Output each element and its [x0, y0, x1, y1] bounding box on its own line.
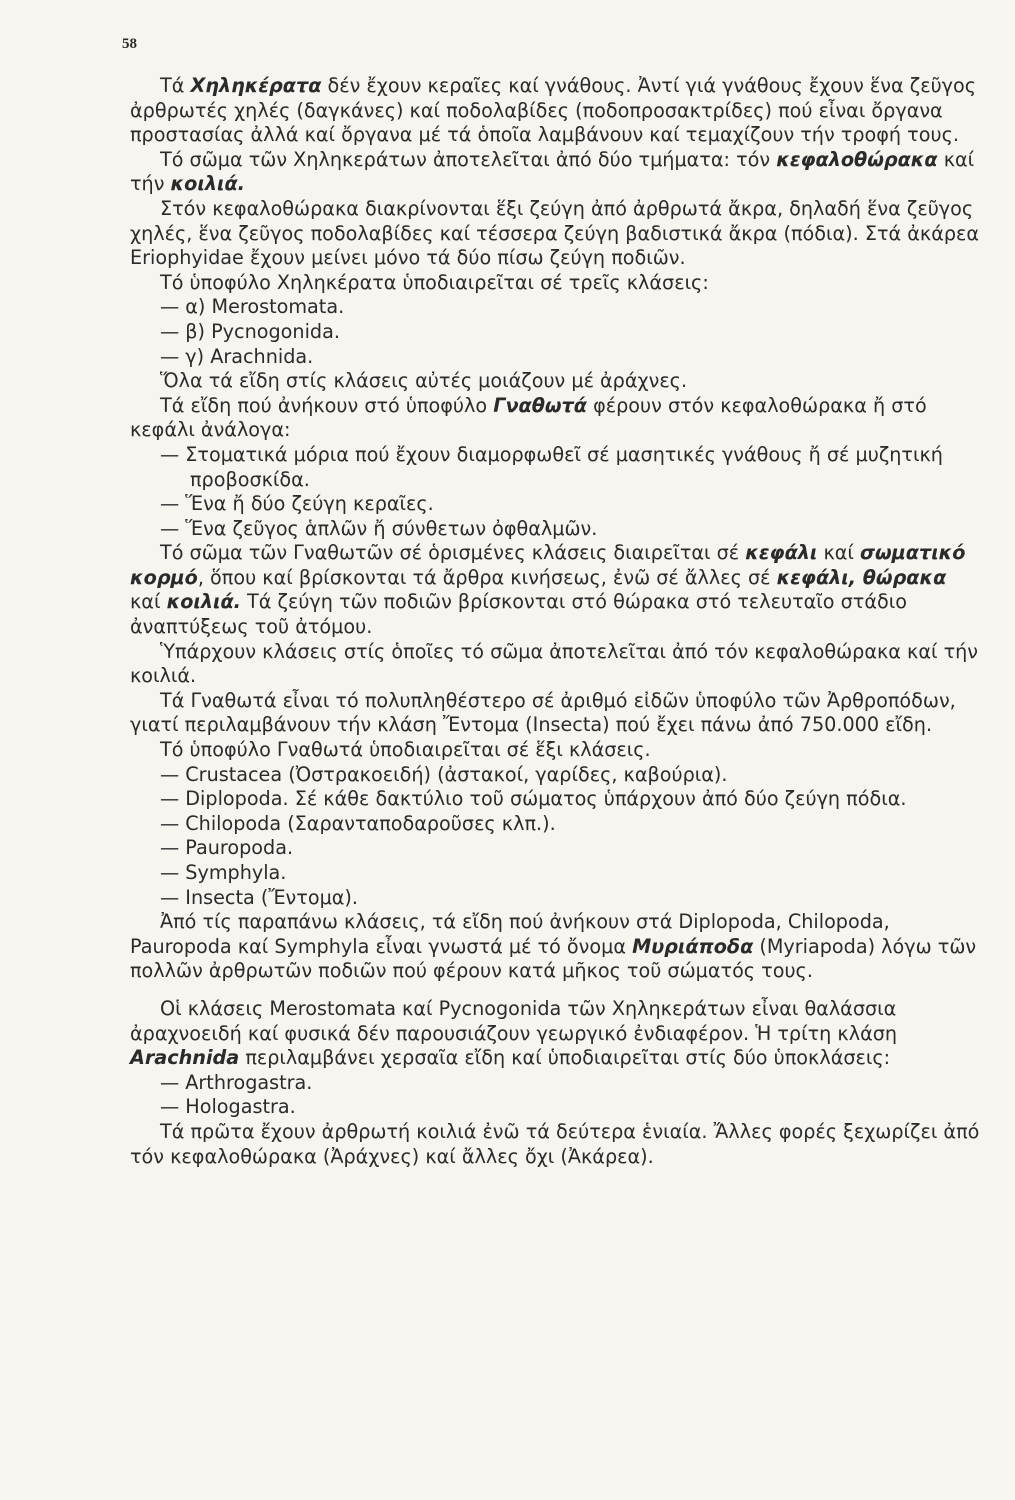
text-run: καί τήν — [130, 147, 975, 196]
text-run: — Insecta (Ἔντομα). — [160, 885, 359, 909]
text-run: , ὅπου καί βρίσκονται τά ἄρθρα κινήσεως, ἐνῶ σέ ἄλλες σέ — [197, 565, 777, 589]
paragraph — [130, 640, 982, 689]
text-run: Στόν κεφαλοθώρακα διακρίνονται ἕξι ζεύγη ἀπό ἀρθρωτά ἄκρα, δηλαδή ἕνα ζεῦγος χηλές, ἕνα ζεῦγος ποδολαβίδες καί τέσσερα ζεύγη βαδιστικά ἄκρα (πόδια). Στά ἀκάρεα Eriophyidae ἔχουν μείνει μόνο τά δύο πίσω ζεύγη ποδιῶν. — [130, 196, 980, 270]
list-item — [130, 295, 982, 320]
list-item — [130, 886, 982, 911]
bold-term: κεφάλι, θώρακα — [776, 565, 947, 589]
text-run: — Chilopoda (Σαρανταποδαροῦσες κλπ.). — [160, 811, 556, 835]
bold-term: κεφαλοθώρακα — [776, 147, 938, 171]
text-run: — Symphyla. — [160, 861, 287, 884]
text-run: — Ἕνα ζεῦγος ἁπλῶν ἤ σύνθετων ὀφθαλμῶν. — [160, 516, 598, 540]
text-run: Τά ζεύγη τῶν ποδιῶν βρίσκονται στό θώρακα στό τελευταῖο στάδιο ἀναπτύξεως τοῦ ἀτόμου. — [130, 590, 907, 639]
text-run: Τά πρῶτα ἔχουν ἀρθρωτή κοιλιά ἐνῶ τά δεύτερα ἑνιαία. Ἄλλες φορές ξεχωρίζει ἀπό τόν κεφαλοθώρακα (Ἀράχνες) καί ἄλλες ὄχι (Ἀκάρεα). — [130, 1119, 980, 1168]
text-run: περιλαμβάνει χερσαῖα εἴδη καί ὑποδιαιρεῖται στίς δύο ὑποκλάσεις: — [239, 1046, 891, 1070]
paragraph — [130, 541, 982, 639]
list-item — [130, 320, 982, 345]
list-item — [130, 1095, 982, 1120]
paragraph — [130, 394, 982, 443]
paragraph — [130, 369, 982, 394]
text-run: — Diplopoda. Σέ κάθε δακτύλιο τοῦ σώματος ὑπάρχουν ἀπό δύο ζεύγη πόδια. — [160, 787, 907, 811]
paragraph — [130, 997, 982, 1071]
text-run: Ἀπό τίς παραπάνω κλάσεις, τά εἴδη πού ἀνήκουν στά Diplopoda, Chilopoda, Pauropoda καί Symphyla εἶναι γνωστά μέ τό ὄνομα — [130, 910, 890, 958]
text-run: — Hologastra. — [160, 1095, 296, 1119]
paragraph — [130, 197, 982, 271]
text-run: Τό σῶμα τῶν Γναθωτῶν σέ ὁρισμένες κλάσεις διαιρεῖται σέ — [160, 541, 746, 565]
text-run: δέν ἔχουν κεραῖες καί γνάθους. Ἀντί γιά γνάθους ἔχουν ἕνα ζεῦγος ἀρθρωτές χηλές (δαγκάνες) καί ποδολαβίδες (ποδοπροσακτρίδες) πού εἶναι ὄργανα προστασίας ἀλλά καί ὄργανα μέ τά ὁποῖα λαμβάνουν καί τεμαχίζουν τήν τροφή τους. — [130, 74, 977, 147]
list-item — [130, 763, 982, 788]
bold-term: Γναθωτά — [493, 393, 587, 417]
paragraph — [130, 1120, 982, 1169]
text-run: Τά — [160, 74, 191, 97]
text-run: — Arthrogastra. — [160, 1070, 313, 1094]
text-run: Τά Γναθωτά εἶναι τό πολυπληθέστερο σέ ἀριθμό εἰδῶν ὑποφύλο τῶν Ἀρθροπόδων, γιατί περιλαμβάνουν τήν κλάση Ἔντομα (Insecta) πού ἔχει πάνω ἀπό 750.000 εἴδη. — [130, 688, 956, 737]
text-run: — Crustacea (Ὀστρακοειδή) (ἀστακοί, γαρίδες, καβούρια). — [160, 762, 728, 786]
paragraph — [130, 910, 982, 984]
text-run: Τό ὑποφύλο Γναθωτά ὑποδιαιρεῖται σέ ἕξι κλάσεις. — [160, 738, 651, 762]
text-run: — γ) Arachnida. — [160, 344, 314, 368]
text-run: — Ἕνα ἤ δύο ζεύγη κεραῖες. — [160, 492, 434, 516]
list-item — [130, 443, 982, 492]
bold-term: Arachnida — [130, 1046, 240, 1070]
text-run: — Pauropoda. — [160, 836, 294, 860]
page-body — [130, 74, 982, 1169]
text-run: — α) Merostomata. — [160, 295, 345, 319]
text-run: Ὅλα τά εἴδη στίς κλάσεις αὐτές μοιάζουν μέ ἀράχνες. — [160, 369, 688, 393]
text-run: Τό σῶμα τῶν Χηληκεράτων ἀποτελεῖται ἀπό δύο τμήματα: τόν — [160, 147, 777, 171]
page-number: 58 — [122, 36, 137, 52]
list-item — [130, 345, 982, 370]
bold-term: σωματικό κορμό — [130, 541, 966, 589]
paragraph — [130, 148, 982, 197]
list-item — [130, 517, 982, 542]
text-run: (Myriapoda) λόγω τῶν πολλῶν ἀρθρωτῶν ποδιῶν πού φέρουν κατά μῆκος τοῦ σώματός τους. — [130, 934, 977, 983]
text-run: καί — [817, 541, 861, 565]
list-item — [130, 492, 982, 517]
paragraph — [130, 689, 982, 738]
list-item — [130, 861, 982, 886]
text-run: — β) Pycnogonida. — [160, 319, 340, 343]
text-run: καί — [130, 590, 167, 614]
list-item — [130, 812, 982, 837]
text-run: Τό ὑποφύλο Χηληκέρατα ὑποδιαιρεῖται σέ τρεῖς κλάσεις: — [160, 270, 709, 294]
bold-term: Χηληκέρατα — [190, 74, 322, 97]
paragraph — [130, 74, 982, 148]
text-run: Οἱ κλάσεις Merostomata καί Pycnogonida τῶν Χηληκεράτων εἶναι θαλάσσια ἀραχνοειδή καί φυσικά δέν παρουσιάζουν γεωργικό ἐνδιαφέρον. Ἡ τρίτη κλάση — [130, 996, 898, 1045]
text-run: — Στοματικά μόρια πού ἔχουν διαμορφωθεῖ σέ μασητικές γνάθους ἤ σέ μυζητική προβοσκίδα. — [160, 442, 943, 491]
list-item — [130, 836, 982, 861]
bold-term: κοιλιά. — [166, 590, 241, 614]
paragraph — [130, 738, 982, 763]
bold-term: κεφάλι — [745, 541, 818, 565]
bold-term: Μυριάποδα — [632, 934, 754, 958]
list-item — [130, 787, 982, 812]
text-run: φέρουν στόν κεφαλοθώρακα ἤ στό κεφάλι ἀνάλογα: — [130, 393, 927, 442]
list-item — [130, 1071, 982, 1096]
bold-term: κοιλιά. — [170, 172, 245, 196]
text-run: Ὑπάρχουν κλάσεις στίς ὁποῖες τό σῶμα ἀποτελεῖται ἀπό τόν κεφαλοθώρακα καί τήν κοιλιά. — [130, 639, 979, 688]
text-run: Τά εἴδη πού ἀνήκουν στό ὑποφύλο — [160, 393, 494, 417]
paragraph — [130, 271, 982, 296]
